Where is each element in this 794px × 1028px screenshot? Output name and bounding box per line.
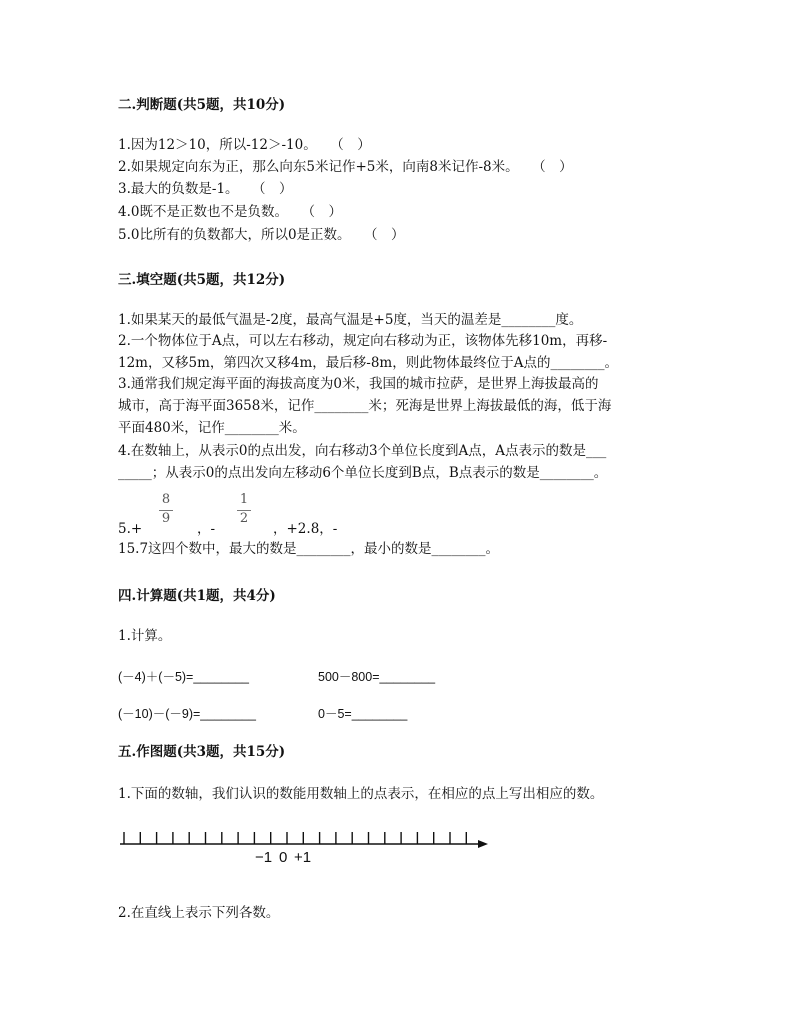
judgement-item-1: 1.因为12＞10，所以-12＞-10。 （ ） [118,137,371,153]
fill-question-4-line1: 4.在数轴上，从表示0的点出发，向右移动3个单位长度到A点，A点表示的数是___ [118,443,607,459]
calculation-expression-1: (－4)＋(－5)=________ [118,670,249,684]
fill-question-1: 1.如果某天的最低气温是-2度，最高气温是+5度，当天的温差是________度。 [118,312,583,328]
fill-question-5-line2: 15.7这四个数中，最大的数是________，最小的数是________。 [118,541,500,557]
axis-label-minus-one: −1 [255,849,273,866]
judgement-item-5: 5.0比所有的负数都大，所以0是正数。 （ ） [118,227,405,243]
fill-question-3-line2: 城市，高于海平面3658米，记作________米；死海是世界上海拔最低的海，低于海 [118,398,612,414]
fill-question-3-line3: 平面480米，记作________米。 [118,420,306,436]
axis-label-zero: 0 [279,849,288,866]
calculation-intro: 1.计算。 [118,628,172,644]
section-title-fill-blank: 三.填空题(共5题，共12分) [118,272,286,288]
fill-question-2-line1: 2.一个物体位于A点，可以左右移动，规定向右移动为正，该物体先移10m，再移- [118,333,608,349]
judgement-item-4: 4.0既不是正数也不是负数。 （ ） [118,204,342,220]
fill-question-3-line1: 3.通常我们规定海平面的海拔高度为0米，我国的城市拉萨，是世界上海拔最高的 [118,376,599,392]
section-title-judgement: 二.判断题(共5题，共10分) [118,97,286,113]
judgement-item-3: 3.最大的负数是-1。 （ ） [118,181,293,197]
judgement-item-2: 2.如果规定向东为正，那么向东5米记作+5米，向南8米记作-8米。 （ ） [118,159,573,175]
fraction-1-numerator: 8 [161,492,171,507]
fraction-2-numerator: 1 [239,492,249,507]
fraction-2-denominator: 2 [239,511,249,526]
number-line-arrow [478,840,488,848]
fill-question-5-rest: ，+2.8，- [273,521,338,537]
fill-question-2-line2: 12m，又移5m，第四次又移4m，最后移-8m，则此物体最终位于A点的________。 [118,355,618,371]
number-line-figure [110,822,500,872]
number-line-ticks [124,832,466,844]
fill-question-5-sep1: ，- [197,521,216,537]
fraction-1-denominator: 9 [161,511,171,526]
fill-question-4-line2: _____；从表示0的点出发向左移动6个单位长度到B点，B点表示的数是________。 [118,465,608,481]
axis-label-plus-one: +1 [294,849,312,866]
drawing-question-2: 2.在直线上表示下列各数。 [118,905,280,921]
calculation-expression-2: 500－800=________ [318,670,436,684]
calculation-expression-4: 0－5=________ [318,707,408,721]
drawing-question-1: 1.下面的数轴，我们认识的数能用数轴上的点表示，在相应的点上写出相应的数。 [118,786,604,802]
section-title-drawing: 五.作图题(共3题，共15分) [118,744,286,760]
fill-question-5-prefix: 5.+ [118,521,143,537]
calculation-expression-3: (－10)－(－9)=________ [118,707,256,721]
section-title-calculation: 四.计算题(共1题，共4分) [118,588,276,604]
